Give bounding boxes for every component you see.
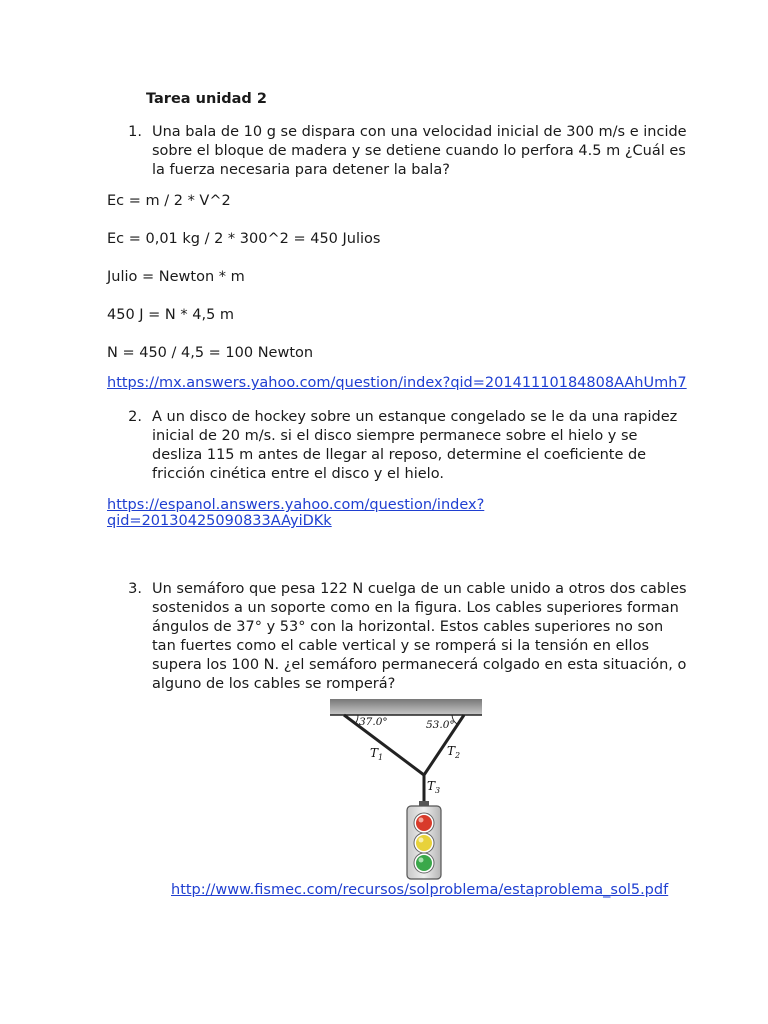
question-1-line: Una bala de 10 g se dispara con una velocidad inicial de 300 m/s e incide (152, 124, 687, 140)
question-1-line: la fuerza necesaria para detener la bala? (152, 162, 450, 178)
angle-right-label: 53.0° (426, 719, 455, 731)
tension-t2-label: $T_2$ (447, 744, 461, 760)
question-3-line: alguno de los cables se romperá? (152, 676, 396, 692)
question-1-text (152, 123, 687, 180)
question-1-number: 1. (128, 124, 142, 140)
question-3-line: sostenidos a un soporte como en la figura. Los cables superiores forman (152, 600, 679, 616)
equation-joule-definition: Julio = Newton * m (107, 269, 245, 285)
ceiling-support (330, 699, 482, 715)
reference-link-3[interactable]: http://www.fismec.com/recursos/solproblema/estaproblema_sol5.pdf (171, 882, 669, 898)
question-2-line: inicial de 20 m/s. si el disco siempre permanece sobre el hielo y se (152, 428, 638, 444)
question-2-line: fricción cinética entre el disco y el hielo. (152, 466, 444, 482)
angle-left-label: 37.0° (359, 716, 388, 728)
question-2-text (152, 408, 677, 484)
document-title: Tarea unidad 2 (146, 91, 267, 107)
question-3-line: tan fuertes como el cable vertical y se romperá si la tensión en ellos (152, 638, 650, 654)
question-3-line: ángulos de 37° y 53° con la horizontal. Estos cables superiores no son (152, 619, 664, 635)
reference-link-1[interactable]: https://mx.answers.yahoo.com/question/index?qid=20141110184808AAhUmh7 (107, 375, 687, 391)
green-light-icon (416, 855, 432, 871)
question-3-line: supera los 100 N. ¿el semáforo permanecerá colgado en esta situación, o (152, 657, 687, 673)
traffic-light-figure (328, 697, 486, 881)
question-1-line: sobre el bloque de madera y se detiene cuando lo perfora 4.5 m ¿Cuál es (152, 143, 686, 159)
equation-force-result: N = 450 / 4,5 = 100 Newton (107, 345, 314, 361)
equation-kinetic-energy-value: Ec = 0,01 kg / 2 * 300^2 = 450 Julios (107, 231, 381, 247)
equation-kinetic-energy: Ec = m / 2 * V^2 (107, 193, 231, 209)
reference-link-2-line-2[interactable]: qid=20130425090833AAyiDKk (107, 513, 332, 529)
question-2-line: A un disco de hockey sobre un estanque congelado se le da una rapidez (152, 409, 678, 425)
equation-work: 450 J = N * 4,5 m (107, 307, 235, 323)
question-2-line: desliza 115 m antes de llegar al reposo, determine el coeficiente de (152, 447, 647, 463)
question-3-line: Un semáforo que pesa 122 N cuelga de un cable unido a otros dos cables (152, 581, 687, 597)
question-2-number: 2. (128, 409, 142, 425)
question-3-number: 3. (128, 581, 142, 597)
tension-t3-label: $T_3$ (427, 779, 441, 795)
reference-link-2[interactable] (107, 497, 484, 529)
question-3-text (152, 580, 687, 694)
yellow-light-icon (416, 835, 432, 851)
reference-link-2-line-1[interactable]: https://espanol.answers.yahoo.com/question/index? (107, 497, 485, 513)
red-light-icon (416, 815, 432, 831)
tension-t1-label: $T_1$ (370, 746, 384, 762)
